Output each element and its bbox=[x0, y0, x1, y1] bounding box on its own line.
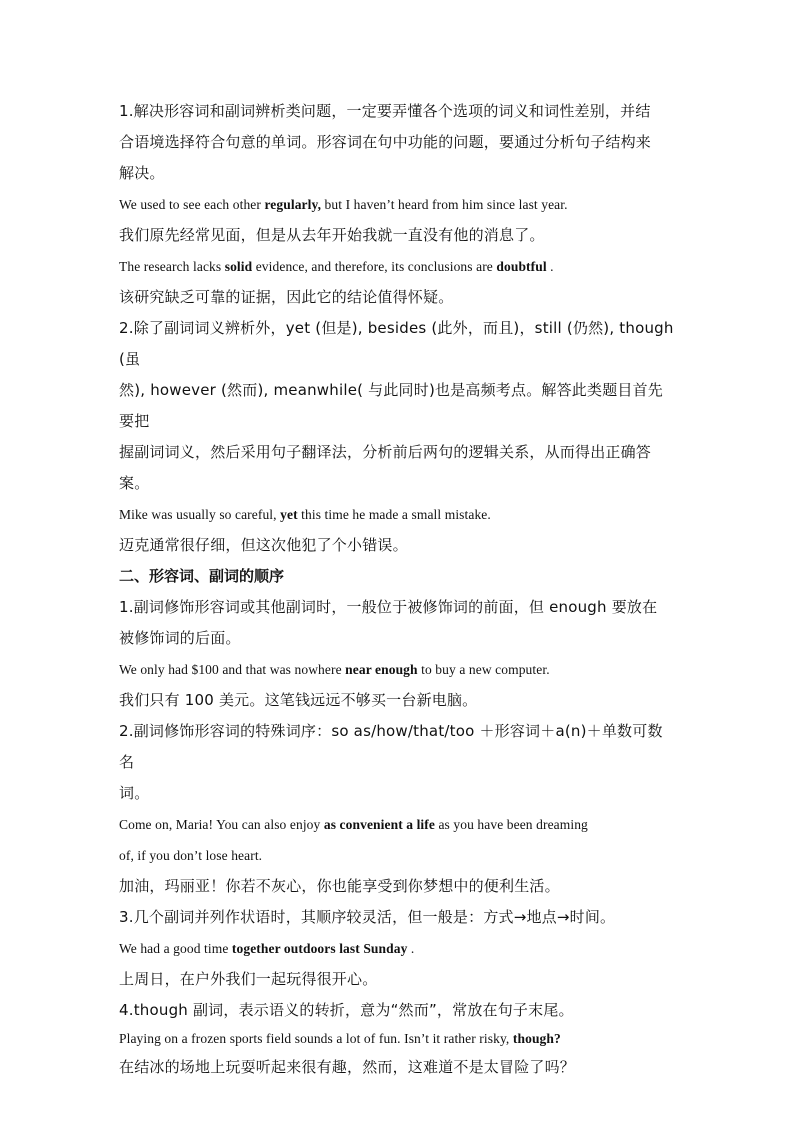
paragraph-line: 解决。 bbox=[119, 164, 165, 182]
example-sentence bbox=[119, 809, 677, 840]
paragraph-line: 合语境选择符合句意的单词。形容词在句中功能的问题，要通过分析句子结构来 bbox=[119, 133, 652, 151]
example-text: but I haven’t heard from him since last year. bbox=[321, 197, 568, 212]
paragraph-line: 被修饰词的后面。 bbox=[119, 629, 241, 647]
paragraph-line: 然), however (然而), meanwhile( 与此同时)也是高频考点。解答此类题目首先要把 bbox=[119, 381, 664, 430]
example-sentence bbox=[119, 654, 677, 685]
paragraph-line: 1.副词修饰形容词或其他副词时，一般位于被修饰词的前面，但 enough 要放在 bbox=[119, 598, 658, 616]
paragraph-line: 2.副词修饰形容词的特殊词序：so as/how/that/too ＋形容词＋a(n)＋单数可数名 bbox=[119, 722, 663, 771]
example-keyword: yet bbox=[280, 507, 298, 522]
paragraph-line: 3.几个副词并列作状语时，其顺序较灵活，但一般是：方式→地点→时间。 bbox=[119, 908, 616, 926]
example-translation: 上周日，在户外我们一起玩得很开心。 bbox=[119, 970, 378, 988]
example-keyword: as convenient a life bbox=[323, 817, 435, 832]
example-text: to buy a new computer. bbox=[417, 662, 550, 677]
example-text: We only had $100 and that was nowhere bbox=[119, 662, 346, 677]
example-text: this time he made a small mistake. bbox=[297, 507, 491, 522]
example-keyword: near enough bbox=[345, 662, 418, 677]
example-keyword: solid bbox=[224, 259, 253, 274]
example-text: Come on, Maria! You can also enjoy bbox=[119, 817, 324, 832]
example-keyword: together outdoors last Sunday bbox=[231, 941, 408, 956]
example-sentence-continued: of, if you don’t lose heart. bbox=[119, 848, 263, 863]
example-text: Playing on a frozen sports field sounds a lot of fun. Isn’t it rather risky, bbox=[119, 1031, 513, 1046]
example-sentence bbox=[119, 1026, 677, 1052]
example-sentence bbox=[119, 499, 677, 530]
example-text: evidence, and therefore, its conclusions are bbox=[252, 259, 497, 274]
example-text: Mike was usually so careful, bbox=[119, 507, 281, 522]
example-text: as you have been dreaming bbox=[434, 817, 588, 832]
paragraph-line: 4.though 副词，表示语义的转折，意为“然而”，常放在句子末尾。 bbox=[119, 1001, 574, 1019]
example-text: We had a good time bbox=[119, 941, 232, 956]
example-sentence bbox=[119, 189, 677, 220]
example-translation: 在结冰的场地上玩耍听起来很有趣，然而，这难道不是太冒险了吗？ bbox=[119, 1058, 576, 1076]
example-keyword: though? bbox=[512, 1031, 561, 1046]
example-sentence bbox=[119, 251, 677, 282]
section-heading: 二、形容词、副词的顺序 bbox=[119, 567, 285, 585]
example-text: We used to see each other bbox=[119, 197, 265, 212]
paragraph-line: 2.除了副词词义辨析外，yet (但是), besides (此外，而且)，still (仍然), though (虽 bbox=[119, 319, 674, 368]
example-translation: 加油，玛丽亚！你若不灰心，你也能享受到你梦想中的便利生活。 bbox=[119, 877, 560, 895]
example-translation: 迈克通常很仔细，但这次他犯了个小错误。 bbox=[119, 536, 408, 554]
paragraph-line: 握副词词义，然后采用句子翻译法，分析前后两句的逻辑关系，从而得出正确答 bbox=[119, 443, 652, 461]
example-text: . bbox=[546, 259, 554, 274]
example-translation: 我们原先经常见面，但是从去年开始我就一直没有他的消息了。 bbox=[119, 226, 545, 244]
document-body bbox=[119, 96, 677, 1083]
paragraph-line: 案。 bbox=[119, 474, 150, 492]
paragraph-line: 1.解决形容词和副词辨析类问题，一定要弄懂各个选项的词义和词性差别，并结 bbox=[119, 102, 651, 120]
example-keyword: doubtful bbox=[496, 259, 547, 274]
example-translation: 该研究缺乏可靠的证据，因此它的结论值得怀疑。 bbox=[119, 288, 454, 306]
example-translation: 我们只有 100 美元。这笔钱远远不够买一台新电脑。 bbox=[119, 691, 478, 709]
example-text: The research lacks bbox=[119, 259, 225, 274]
example-keyword: regularly, bbox=[264, 197, 322, 212]
example-sentence bbox=[119, 933, 677, 964]
example-text: . bbox=[407, 941, 415, 956]
paragraph-line: 词。 bbox=[119, 784, 150, 802]
